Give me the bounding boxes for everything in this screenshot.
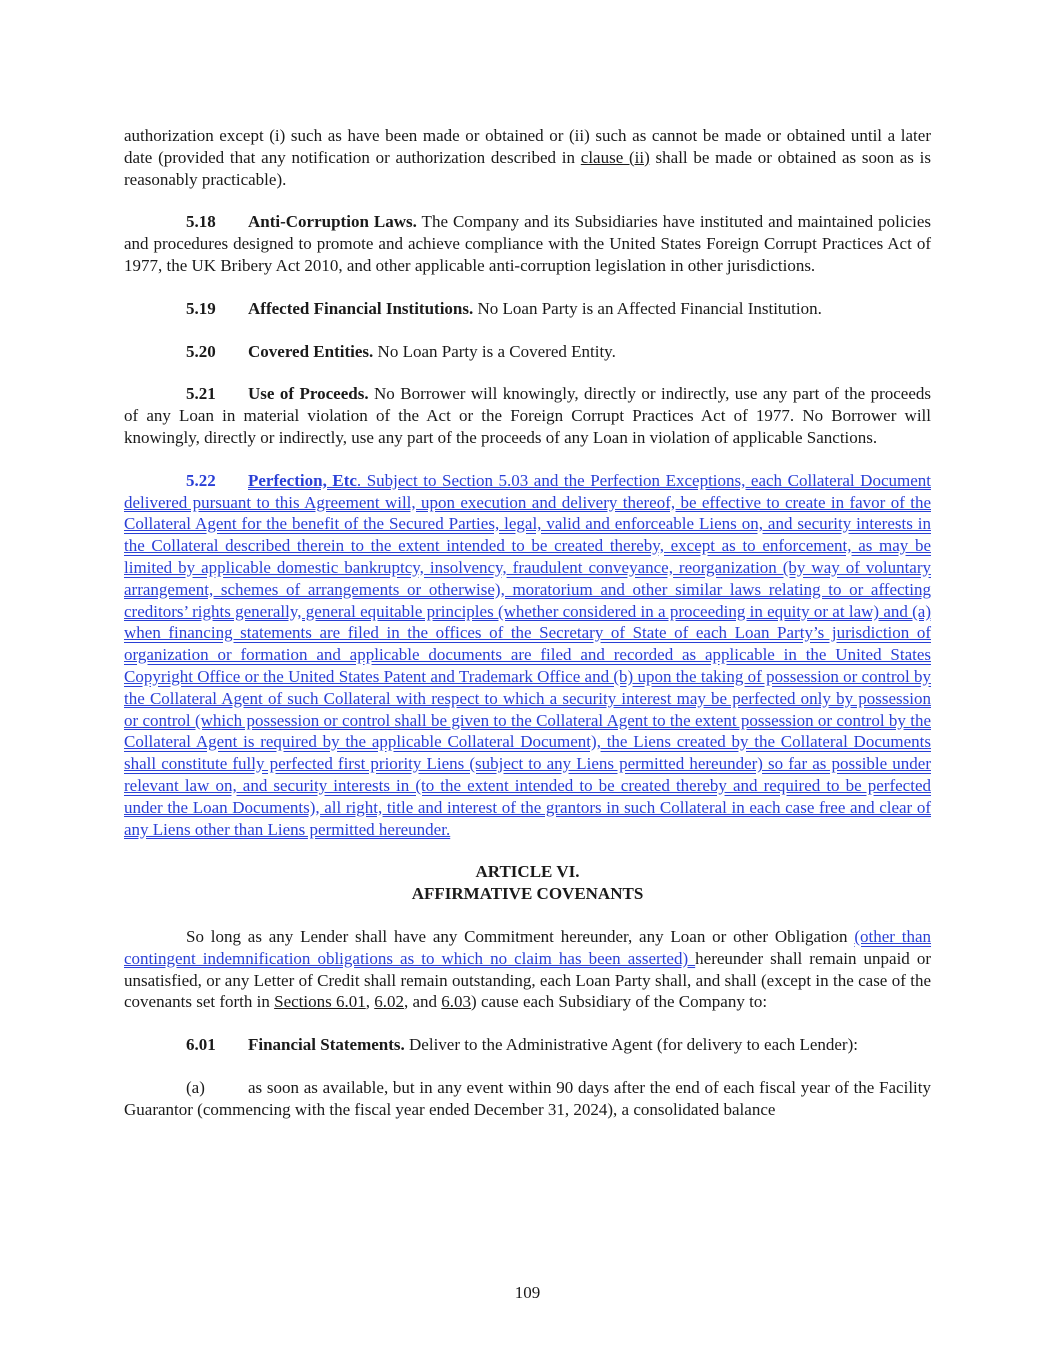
section-6-01-a	[124, 1077, 931, 1121]
clause-label: (a)	[186, 1077, 205, 1097]
section-text: No Borrower will knowingly, directly or indirectly, use any part of the proceeds of any Loan in material violation of the Act or the Foreign Corrupt Practices Act of 1977. No Borrower will knowingly, directly or indirectly, use any part of the proceeds of any Loan in violation of applicable Sanctions.	[124, 384, 931, 447]
section-heading: Use of Proceeds.	[248, 384, 369, 404]
paragraph-continuation	[124, 125, 931, 190]
section-heading: Financial Statements.	[248, 1035, 405, 1055]
text: ,	[365, 992, 375, 1012]
document-page	[124, 125, 931, 1120]
section-heading: Covered Entities.	[248, 341, 374, 361]
section-heading: Perfection, Etc	[248, 470, 357, 490]
page-number: 109	[514, 1283, 541, 1302]
cross-reference-link[interactable]: clause (ii)	[580, 147, 650, 167]
text: , and	[404, 992, 442, 1012]
section-text: Deliver to the Administrative Agent (for delivery to each Lender):	[404, 1035, 858, 1055]
cross-reference-link[interactable]: 6.03	[441, 992, 472, 1012]
section-text: . Subject to Section 5.03 and the Perfection Exceptions, each Collateral Document delivered pursuant to this Agreement will, upon execution and delivery thereof, be effective to create in favor of the Collateral Agent for the benefit of the Secured Parties, legal, valid and enforceable Liens on, and security interests in the Collateral described therein to the extent intended to be created thereby, except as to enforcement, as may be limited by applicable domestic bankruptcy, insolvency, fraudulent conveyance, reorganization (by way of voluntary arrangement, schemes of arrangements or otherwise), moratorium and other similar laws relating to or affecting creditors’ rights generally, general equitable principles (whether considered in a proceeding in equity or at law) and (a) when financing statements are filed in the offices of the Secretary of State of each Loan Party’s jurisdiction of organization or formation and applicable documents are filed and recorded as applicable in the United States Copyright Office or the United States Patent and Trademark Office and (b) upon the taking of possession or control by the Collateral Agent of such Collateral with respect to which a security interest may be perfected only by possession or control (which possession or control shall be given to the Collateral Agent to the extent possession or control by the Collateral Agent is required by the applicable Collateral Document), the Liens created by the Collateral Documents shall constitute fully perfected first priority Liens (subject to any Liens permitted hereunder) so far as possible under relevant law on, and security interests in (to the extent intended to be created thereby and required to be perfected under the Loan Documents), all right, title and interest of the grantors in such Collateral in each case free and clear of any Liens other than Liens permitted hereunder.	[124, 470, 931, 839]
section-number: 5.21	[186, 384, 216, 404]
section-5-18	[124, 211, 931, 276]
section-text: No Loan Party is an Affected Financial Institution.	[473, 298, 822, 318]
section-number: 5.20	[186, 341, 216, 361]
inserted-text: (other than contingent indemnification obligations as to which no claim has been asserted)	[124, 926, 932, 968]
section-5-22-inserted	[124, 470, 931, 841]
section-text: No Loan Party is a Covered Entity.	[373, 341, 616, 361]
text: So long as any Lender shall have any Commitment hereunder, any Loan or other Obligation	[186, 926, 855, 946]
text: hereunder shall remain unpaid or unsatisfied, or any Letter of Credit shall remain outstanding, each Loan Party shall, and shall (except in the case of the covenants set forth in	[124, 948, 931, 1012]
section-number: 5.22	[186, 470, 216, 490]
article-title: AFFIRMATIVE COVENANTS	[411, 884, 644, 904]
article-number: ARTICLE VI.	[475, 862, 580, 882]
section-number: 6.01	[186, 1035, 216, 1055]
section-5-20	[124, 341, 931, 363]
cross-reference-link[interactable]: Sections 6.01	[274, 992, 366, 1012]
section-6-01	[124, 1034, 931, 1056]
section-number: 5.19	[186, 298, 216, 318]
text: ) cause each Subsidiary of the Company to:	[471, 992, 768, 1012]
text: shall be made or obtained as soon as is reasonably practicable).	[124, 147, 931, 189]
clause-text: as soon as available, but in any event within 90 days after the end of each fiscal year of the Facility Guarantor (commencing with the fiscal year ended December 31, 2024), a consolidated balance	[124, 1077, 931, 1119]
article-intro	[124, 926, 931, 1013]
section-heading: Affected Financial Institutions.	[248, 298, 474, 318]
section-5-19	[124, 298, 931, 320]
section-text: The Company and its Subsidiaries have instituted and maintained policies and procedures designed to promote and achieve compliance with the United States Foreign Corrupt Practices Act of 1977, the UK Bribery Act 2010, and other applicable anti-corruption legislation in other jurisdictions.	[124, 212, 932, 275]
section-heading: Anti-Corruption Laws.	[248, 212, 417, 232]
text: authorization except (i) such as have been made or obtained or (ii) such as cannot be made or obtained until a later date (provided that any notification or authorization described in	[124, 126, 931, 167]
section-number: 5.18	[186, 212, 216, 232]
section-5-21	[124, 383, 931, 448]
cross-reference-link[interactable]: 6.02	[374, 992, 404, 1012]
